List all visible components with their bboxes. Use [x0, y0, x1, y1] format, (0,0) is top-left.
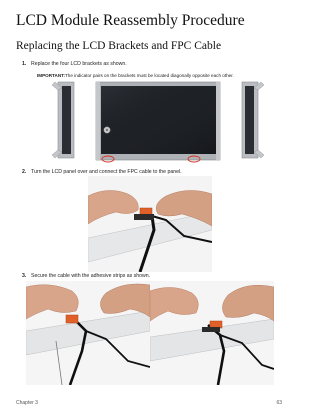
footer-page-number: 63: [276, 400, 282, 406]
adhesive-strip: [66, 315, 78, 323]
secure-cable-right-illustration: [150, 281, 274, 385]
figure-secure-cable-right: [150, 281, 274, 385]
section-subtitle: Replacing the LCD Brackets and FPC Cable: [16, 40, 222, 52]
step-1: [22, 61, 127, 67]
adhesive-strip: [210, 321, 222, 328]
figure-secure-cable-left: [26, 281, 150, 385]
step-2-text: Turn the LCD panel over and connect the FPC cable to the panel.: [31, 169, 182, 175]
step-2-number: 2.: [22, 169, 27, 175]
figure-connect-fpc-cable: [88, 176, 212, 272]
step-2: [22, 169, 182, 175]
secure-cable-left-illustration: [26, 281, 150, 385]
step-3-text: Secure the cable with the adhesive strips as shown.: [31, 273, 151, 279]
step-3-number: 3.: [22, 273, 27, 279]
important-note-label: IMPORTANT:: [37, 73, 65, 78]
page-title: LCD Module Reassembly Procedure: [16, 12, 245, 29]
step-1-text: Replace the four LCD brackets as shown.: [31, 61, 127, 67]
fpc-connector-tab: [140, 208, 152, 215]
figure-lcd-brackets: [48, 80, 268, 163]
step-3: [22, 273, 150, 279]
lcd-panel: [96, 82, 220, 160]
important-note: [37, 73, 234, 78]
footer-chapter: Chapter 3: [16, 400, 38, 406]
lcd-brackets-illustration: [48, 80, 268, 163]
important-note-text: The indicator pairs on the brackets must be located diagonally opposite each other.: [64, 73, 234, 78]
step-1-number: 1.: [22, 61, 27, 67]
fpc-connect-illustration: [88, 176, 212, 272]
